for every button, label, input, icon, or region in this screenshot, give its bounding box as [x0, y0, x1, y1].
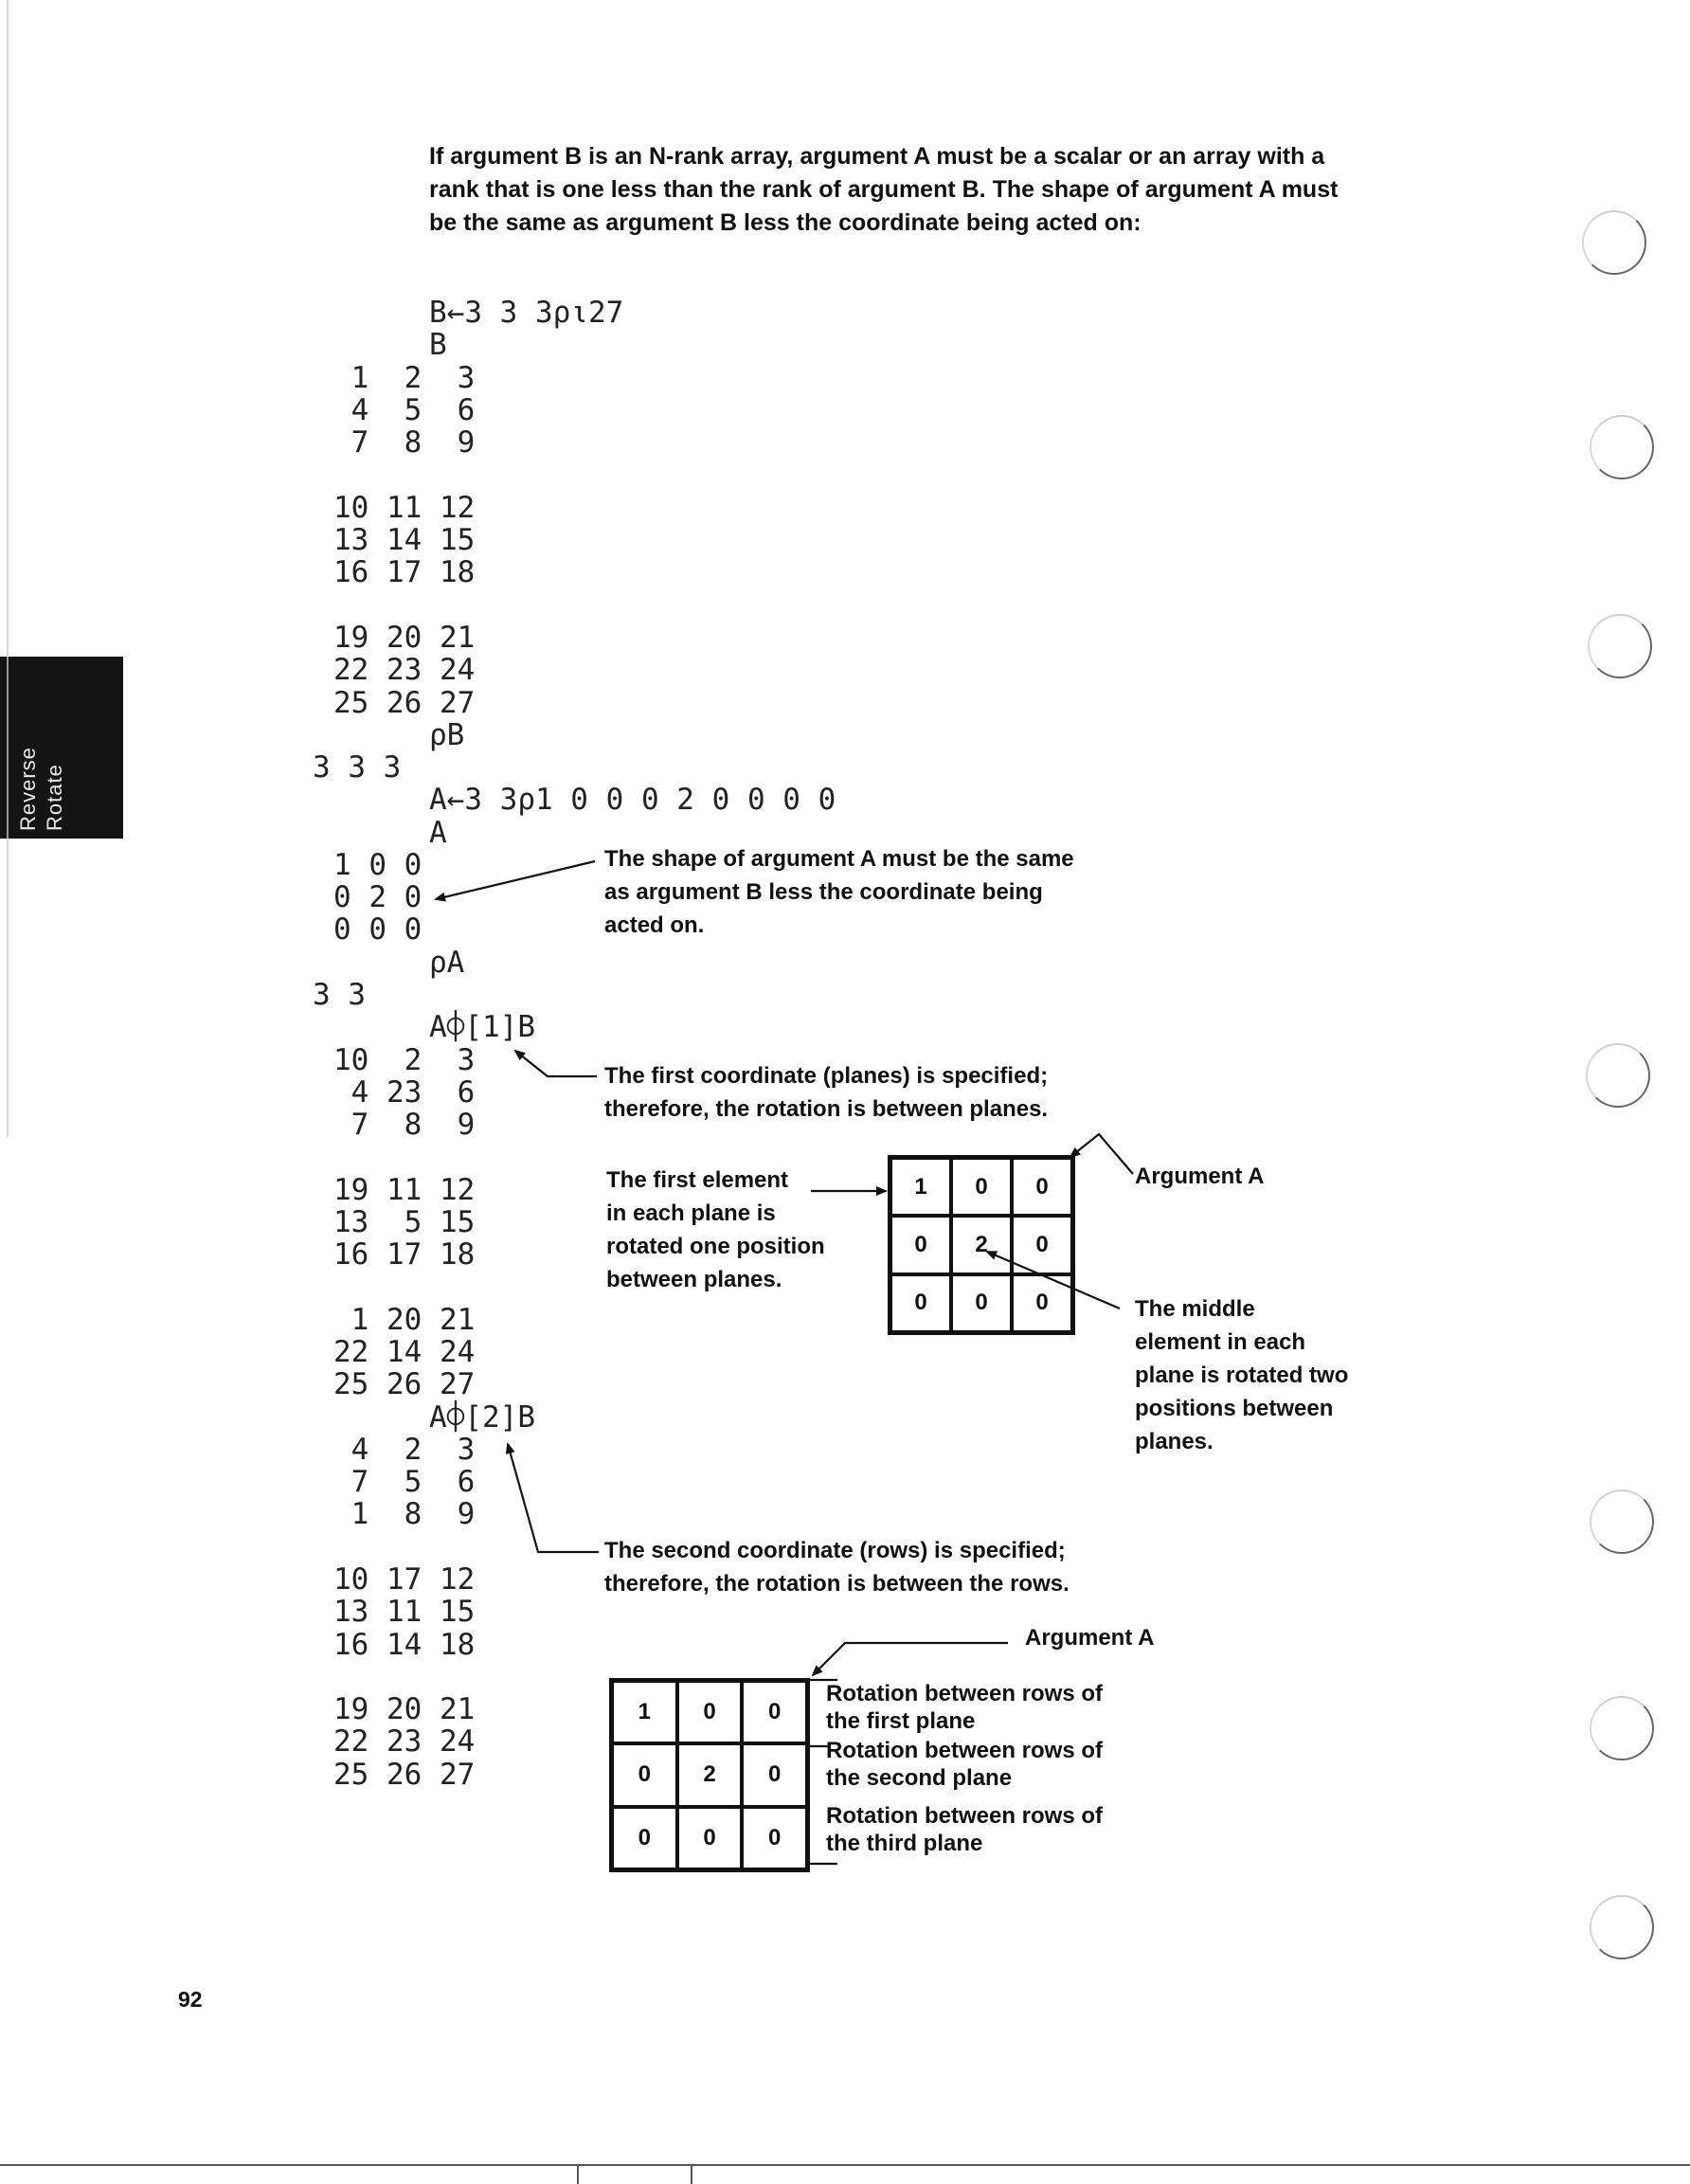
- code-line: 7 5 6: [333, 1465, 476, 1499]
- grid-cell: 0: [742, 1743, 807, 1806]
- second-coordinate-note: The second coordinate (rows) is specified; therefore, the rotation is between the rows.: [604, 1538, 1070, 1597]
- intro-line: be the same as argument B less the coordinate being acted on:: [429, 209, 1142, 236]
- code-line: 19 20 21: [333, 621, 476, 655]
- grid-cell: 0: [890, 1274, 951, 1332]
- tab-line-reverse: Reverse: [16, 747, 40, 831]
- middle-element-note: The middle element in each plane is rotated two positions between planes.: [1135, 1296, 1349, 1454]
- grid-cell: 0: [612, 1807, 677, 1869]
- binder-hole: [1586, 1043, 1650, 1108]
- tab-line-rotate: Rotate: [43, 764, 66, 831]
- code-line: ρB: [429, 718, 465, 752]
- argument-a-leader: [1070, 1134, 1133, 1174]
- code-line: 22 23 24: [333, 653, 476, 687]
- argument-a-label: Argument A: [1135, 1164, 1265, 1189]
- binder-hole: [1588, 614, 1652, 678]
- code-line: 1 2 3: [333, 361, 476, 395]
- binder-hole: [1582, 210, 1646, 275]
- argument-a-leader-2: [813, 1643, 1008, 1675]
- code-line: A⌽[2]B: [429, 1400, 535, 1435]
- first-coordinate-note: The first coordinate (planes) is specified; therefore, the rotation is between planes.: [604, 1063, 1049, 1122]
- code-line: 4 2 3: [333, 1433, 476, 1467]
- code-line: A: [429, 816, 447, 850]
- argument-a-label: Argument A: [1025, 1625, 1155, 1651]
- grid-cell: 0: [742, 1807, 807, 1869]
- code-line: 4 23 6: [333, 1075, 476, 1110]
- grid-cell: 2: [677, 1743, 743, 1806]
- code-line: 10 17 12: [333, 1562, 476, 1597]
- code-line: B←3 3 3ρι27: [429, 296, 624, 330]
- code-line: 7 8 9: [333, 1108, 476, 1142]
- code-line: 22 23 24: [333, 1724, 476, 1759]
- row-note-first-plane: Rotation between rows of the first plane: [826, 1681, 1104, 1734]
- code-line: 13 14 15: [333, 523, 476, 557]
- intro-line: rank that is one less than the rank of argument B. The shape of argument A must: [429, 176, 1339, 203]
- middle-element-leader: [987, 1252, 1120, 1309]
- code-line: 1 0 0: [333, 848, 422, 882]
- grid-cell: 0: [1012, 1158, 1072, 1216]
- code-line: A←3 3ρ1 0 0 0 2 0 0 0 0: [429, 783, 836, 817]
- shape-note-leader: [436, 861, 595, 899]
- code-line: 25 26 27: [333, 1367, 476, 1401]
- grid-cell: 0: [951, 1158, 1012, 1216]
- code-line: 19 11 12: [333, 1173, 476, 1207]
- code-line: 10 2 3: [333, 1043, 476, 1077]
- code-line: 10 11 12: [333, 491, 476, 525]
- code-line: 13 5 15: [333, 1205, 476, 1239]
- code-line: 4 5 6: [333, 393, 476, 427]
- grid-cell: 0: [612, 1743, 677, 1806]
- row-note-third-plane: Rotation between rows of the third plane: [826, 1803, 1104, 1856]
- code-line: 19 20 21: [333, 1692, 476, 1726]
- second-coordinate-leader: [508, 1444, 599, 1552]
- code-line: B: [429, 328, 447, 362]
- code-line: 3 3: [313, 978, 366, 1012]
- code-line: 16 14 18: [333, 1628, 476, 1662]
- grid-cell: 1: [612, 1681, 677, 1743]
- binder-hole: [1590, 1489, 1654, 1554]
- first-coordinate-leader: [515, 1051, 597, 1076]
- code-line: 22 14 24: [333, 1335, 476, 1369]
- grid-cell: 0: [1012, 1274, 1072, 1332]
- grid-cell: 1: [890, 1158, 951, 1216]
- code-line: 16 17 18: [333, 555, 476, 589]
- binder-hole: [1590, 1696, 1654, 1760]
- shape-note: The shape of argument A must be the same as argument B less the coordinate being acted on.: [604, 846, 1074, 938]
- grid-cell: 0: [677, 1807, 743, 1869]
- row-note-second-plane: Rotation between rows of the second plane: [826, 1738, 1104, 1791]
- page-number: 92: [178, 1987, 203, 2012]
- code-line: 25 26 27: [333, 686, 476, 720]
- code-line: 16 17 18: [333, 1237, 476, 1272]
- grid-cell: 0: [742, 1681, 807, 1743]
- code-line: 0 2 0: [333, 880, 422, 914]
- first-element-note: The first element in each plane is rotated one position between planes.: [606, 1167, 825, 1292]
- grid-cell: 0: [1012, 1216, 1072, 1273]
- grid-cell: 0: [890, 1216, 951, 1273]
- code-line: 0 0 0: [333, 912, 422, 947]
- code-line: 1 20 21: [333, 1303, 476, 1337]
- code-line: 25 26 27: [333, 1758, 476, 1792]
- grid-cell: 0: [951, 1274, 1012, 1332]
- intro-line: If argument B is an N-rank array, argument A must be a scalar or an array with a: [429, 143, 1325, 170]
- grid-cell: 0: [677, 1681, 743, 1743]
- binder-hole: [1590, 415, 1654, 479]
- code-line: 3 3 3: [313, 750, 402, 785]
- code-line: A⌽[1]B: [429, 1010, 535, 1044]
- code-line: 7 8 9: [333, 425, 476, 460]
- code-line: 13 11 15: [333, 1595, 476, 1629]
- grid-cell: 2: [951, 1216, 1012, 1273]
- code-line: ρA: [429, 946, 465, 980]
- binder-hole: [1590, 1895, 1654, 1959]
- code-line: 1 8 9: [333, 1497, 476, 1531]
